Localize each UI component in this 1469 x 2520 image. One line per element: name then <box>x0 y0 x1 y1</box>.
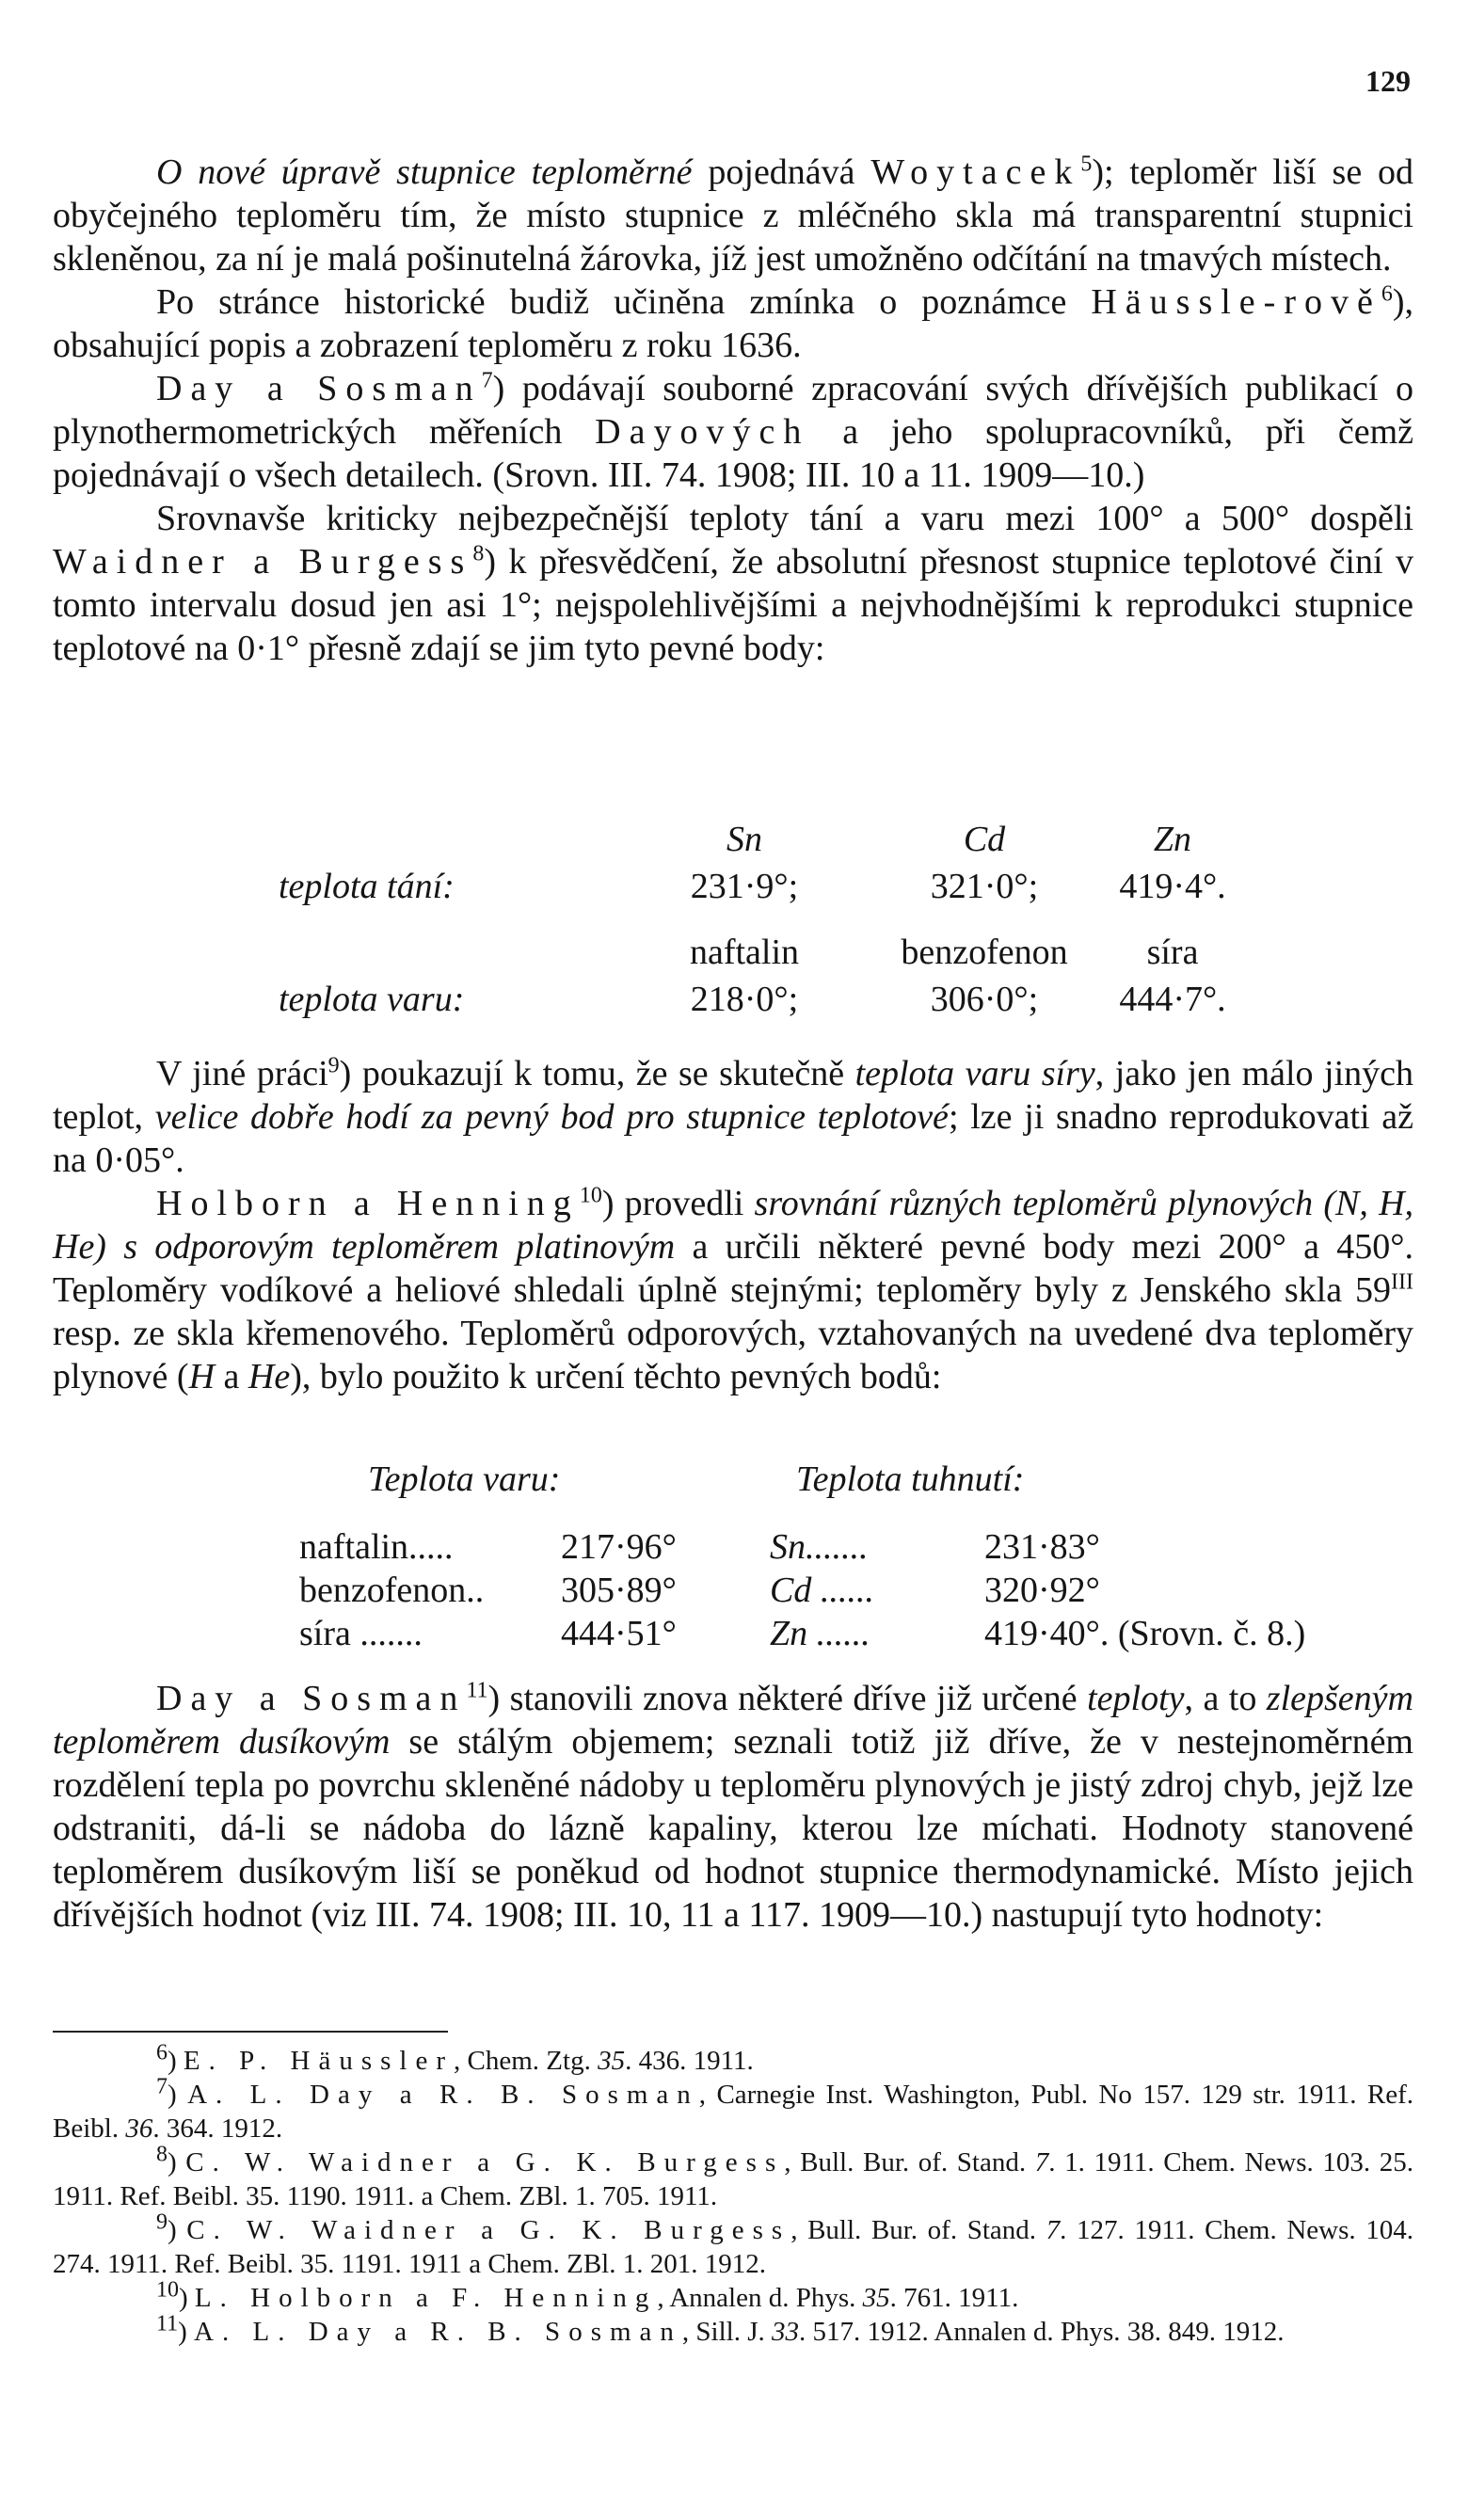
footnote-author: L. Holborn a F. Henning <box>194 2283 658 2313</box>
footnote: $^{11}$) A. L. Day a R. B. Sosman, Sill. J. 33. 517. 1912. Annalen d. Phys. 38. 849. 1912. <box>156 2311 1285 2347</box>
text-run: V jiné práci <box>156 1054 328 1093</box>
footnote-author: A. L. Day a R. B. Sosman <box>194 2317 682 2347</box>
footnote-text: . 761. 1911. <box>889 2283 1019 2313</box>
text-run: Srovnavše kriticky nejbezpečnější teploty tání a varu mezi 100° a 500° dospěli <box>156 499 1413 538</box>
paragraph-waidner-burgess <box>53 497 1413 670</box>
paragraph-sulfur <box>53 1052 1413 1182</box>
table-cell: Sn....... <box>770 1527 869 1567</box>
paragraph-day-sosman <box>53 367 1413 497</box>
text-run: , a to <box>1184 1679 1267 1718</box>
footnote-volume: 7 <box>1034 2147 1049 2177</box>
table-row <box>53 1613 1413 1656</box>
italic-phrase: teploty <box>1087 1679 1185 1718</box>
text-run: , jako jen málo jiných teplot, <box>53 1054 1414 1137</box>
table-cell: Zn ...... <box>770 1614 870 1653</box>
text-run: resp. ze skla křemenového. Teploměrů odporových, vztahovaných na uvedené dva teploměry plynové ( <box>53 1314 1413 1396</box>
table-row <box>53 1526 1413 1570</box>
italic-phrase: H <box>188 1357 216 1396</box>
table-cell: 305·89° <box>561 1571 677 1610</box>
author-name: Day a Sosman <box>156 369 482 408</box>
table-cell: 320·92° <box>984 1571 1100 1610</box>
footnote-number: 9 <box>156 2209 168 2235</box>
footnote: $^8$) C. W. Waidner a G. K. Burgess, Bull. Bur. of. Stand. 7. 1. 1911. Chem. News. 103. 25. 1911. Ref. Beibl. 35. 1190. 1911. a Chem. ZBl. 1. 705. 1911. <box>53 2142 1413 2211</box>
footnote-number: 7 <box>156 2074 168 2099</box>
author-name: Dayových <box>595 412 810 452</box>
column-header: Zn <box>1153 820 1192 859</box>
table-cell: naftalin..... <box>299 1527 454 1567</box>
table-cell: 444·7°. <box>1119 980 1226 1019</box>
footnote: $^9$) C. W. Waidner a G. K. Burgess, Bull. Bur. of. Stand. 7. 127. 1911. Chem. News. 104. 274. 1911. Ref. Beibl. 35. 1191. 1911 a Chem. ZBl. 1. 201. 1912. <box>53 2209 1413 2279</box>
main-text-top <box>53 151 1413 670</box>
italic-phrase: O nové úpravě stupnice teploměrné <box>156 152 693 192</box>
column-header: Cd <box>963 820 1006 859</box>
footnote-ref: 9 <box>327 1053 340 1078</box>
paragraph-woytacek <box>53 151 1413 280</box>
footnote-number: 8 <box>156 2142 168 2167</box>
author-name: Woytacek <box>870 152 1081 192</box>
text-run: a jeho spolupracovníků, při čemž pojednávají o všech detailech. (Srovn. III. 74. 1908; III. 10 a 11. 1909—10.) <box>53 412 1413 495</box>
column-header: naftalin <box>689 933 800 972</box>
column-header: Sn <box>727 820 762 859</box>
table-cell: Cd ...... <box>770 1571 874 1610</box>
table-cell: síra ....... <box>299 1614 423 1653</box>
footnote-volume: 7 <box>1046 2215 1061 2245</box>
footnote-text: . 1. 1911. Chem. News. 103. 25. 1911. Ref. Beibl. 35. 1190. 1911. a Chem. ZBl. 1. 705. 1911. <box>53 2147 1413 2211</box>
table-cell: 419·40°. (Srovn. č. 8.) <box>984 1614 1306 1653</box>
page-number: 129 <box>1365 64 1411 98</box>
footnote-text: , Annalen d. Phys. <box>657 2283 863 2313</box>
text-run: ) provedli <box>601 1184 755 1223</box>
author-name: Häussle-rově <box>1091 282 1381 322</box>
table-subheader-row <box>53 932 1413 975</box>
italic-phrase: srovnání různých teploměrů plynových (N, H, He) s odporovým teploměrem platinovým <box>53 1184 1414 1267</box>
footnote-ref: 8 <box>472 541 485 566</box>
column-header: síra <box>1146 933 1199 972</box>
table-row <box>53 866 1413 909</box>
footnote-text: . 436. 1911. <box>625 2046 754 2076</box>
text-run: ) stanovili znova některé dříve již určené <box>487 1679 1088 1718</box>
table-cell: 217·96° <box>561 1527 677 1567</box>
author-name: Day a Sosman <box>156 1679 467 1718</box>
footnote-text: . 517. 1912. Annalen d. Phys. 38. 849. 1912. <box>799 2317 1285 2347</box>
table-cell: benzofenon.. <box>299 1571 485 1610</box>
table-cell: 419·4°. <box>1119 867 1226 906</box>
table-header-row <box>53 1459 1413 1502</box>
footnote-author: C. W. Waidner a G. K. Burgess <box>186 2215 791 2245</box>
column-header: benzofenon <box>901 933 1068 972</box>
text-run: a <box>215 1357 248 1396</box>
column-header: Teplota varu: <box>368 1459 561 1499</box>
footnote-text: , Bull. Bur. of. Stand. <box>790 2215 1046 2245</box>
footnote-ref: 11 <box>466 1678 488 1703</box>
table-row <box>53 1570 1413 1613</box>
footnote-number: 11 <box>156 2311 179 2337</box>
text-run: Po stránce historické budiž učiněna zmínka o poznámce <box>156 282 1092 322</box>
table-cell: 218·0°; <box>690 980 799 1019</box>
footnote: $^6$) E. P. Häussler, Chem. Ztg. 35. 436. 1911. <box>156 2040 754 2076</box>
paragraph-day-sosman-nitrogen <box>53 1677 1413 1937</box>
footnote-text: , Carnegie Inst. Washington, Publ. No 157. 129 str. 1911. Ref. Beibl. <box>53 2080 1414 2144</box>
table-cell: 321·0°; <box>930 867 1039 906</box>
footnote: $^7$) A. L. Day a R. B. Sosman, Carnegie Inst. Washington, Publ. No 157. 129 str. 1911. Ref. Beibl. 36. 364. 1912. <box>53 2074 1414 2144</box>
text-run: a určili některé pevné body mezi 200° a 450°. Teploměry vodíkové a heliové shledali úplně stejnými; teploměry byly z Jenského skla 59 <box>53 1227 1413 1310</box>
italic-phrase: He <box>247 1357 291 1396</box>
paragraph-holborn-henning <box>53 1182 1413 1398</box>
author-name: Waidner a Burgess <box>53 542 473 582</box>
footnote-volume: 35 <box>862 2283 890 2313</box>
footnote-ref: 6 <box>1381 281 1393 307</box>
main-text-bottom <box>53 1677 1413 1937</box>
text-run: ) k přesvědčení, že absolutní přesnost stupnice teplotové činí v tomto intervalu dosud jen asi 1°; nejspolehlivějšími a nejvhodnějšími k reprodukci stupnice teplotové na 0·1° přesně zdají se jim tyto pevné body: <box>53 542 1414 668</box>
footnote-author: A. L. Day a R. B. Sosman <box>187 2080 699 2110</box>
footnote-text: , Sill. J. <box>681 2317 772 2347</box>
row-label: teplota varu: <box>279 980 465 1019</box>
footnote-volume: 35 <box>598 2046 626 2076</box>
row-label: teplota tání: <box>279 867 455 906</box>
column-header: Teplota tuhnutí: <box>796 1459 1025 1499</box>
footnote-text: , Chem. Ztg. <box>454 2046 599 2076</box>
table-header-row <box>53 819 1413 862</box>
table-row <box>53 979 1413 1022</box>
text-run: ) poukazují k tomu, že se skutečně <box>339 1054 855 1093</box>
italic-phrase: zlepšeným teploměrem dusíkovým <box>53 1679 1413 1762</box>
italic-phrase: velice dobře hodí za pevný bod pro stupnice teplotové <box>154 1097 949 1137</box>
text-run: se stálým objemem; seznali totiž již dříve, že v nestejnoměrném rozdělení tepla po povrchu skleněné nádoby u teploměru plynových je jistý zdroj chyb, jejž lze odstraniti, dá-li se nádoba do lázně kapaliny, kterou lze míchati. Hodnoty stanovené teploměrem dusíkovým liší se poněkud od hodnot stupnice thermodynamické. Místo jejich dřívějších hodnot (viz III. 74. 1908; III. 10, 11 a 117. 1909—10.) nastupují tyto hodnoty: <box>53 1722 1413 1935</box>
text-run: ; lze ji snadno reprodukovati až na 0·05°. <box>53 1097 1414 1180</box>
table-cell: 306·0°; <box>930 980 1039 1019</box>
table-cell: 231·9°; <box>690 867 799 906</box>
footnote-divider <box>53 2031 448 2033</box>
text-run: ), obsahující popis a zobrazení teploměru z roku 1636. <box>53 282 1413 365</box>
superscript: III <box>1391 1269 1413 1295</box>
footnote-number: 10 <box>156 2277 179 2303</box>
table-cell: 444·51° <box>561 1614 677 1653</box>
text-run: ); teploměr liší se od obyčejného teploměru tím, že místo stupnice z mléčného skla má transparentní stupnici skleněnou, za ní je malá pošinutelná žárovka, jíž jest umožněno odčítání na tmavých místech. <box>53 152 1414 279</box>
footnote-volume: 36 <box>125 2113 153 2144</box>
italic-phrase: teplota varu síry <box>854 1054 1095 1093</box>
footnote-ref: 5 <box>1080 152 1093 177</box>
footnote-ref: 7 <box>481 368 493 393</box>
footnote-volume: 33 <box>772 2317 799 2347</box>
text-run: ), bylo použito k určení těchto pevných bodů: <box>290 1357 942 1396</box>
footnotes <box>53 2040 1414 2349</box>
main-text-middle <box>53 1052 1413 1398</box>
footnote-text: . 364. 1912. <box>152 2113 283 2144</box>
footnote-text: , Bull. Bur. of. Stand. <box>784 2147 1035 2177</box>
table-cell: 231·83° <box>984 1527 1100 1567</box>
text-run: pojednává <box>692 152 871 192</box>
footnote-author: E. P. Häussler <box>183 2046 455 2076</box>
footnote-number: 6 <box>156 2040 168 2065</box>
footnote-author: C. W. Waidner a G. K. Burgess <box>185 2147 785 2177</box>
paragraph-haussler <box>53 280 1413 367</box>
text-run: ) podávají souborné zpracování svých dřívějších publikací o plynothermometrických měřeních <box>53 369 1413 452</box>
footnote-ref: 10 <box>579 1183 602 1208</box>
author-name: Holborn a Henning <box>156 1184 580 1223</box>
footnote: $^{10}$) L. Holborn a F. Henning, Annalen d. Phys. 35. 761. 1911. <box>156 2277 1019 2313</box>
footnote-text: . 127. 1911. Chem. News. 104. 274. 1911. Ref. Beibl. 35. 1191. 1911 a Chem. ZBl. 1. 201. 1912. <box>53 2215 1413 2279</box>
